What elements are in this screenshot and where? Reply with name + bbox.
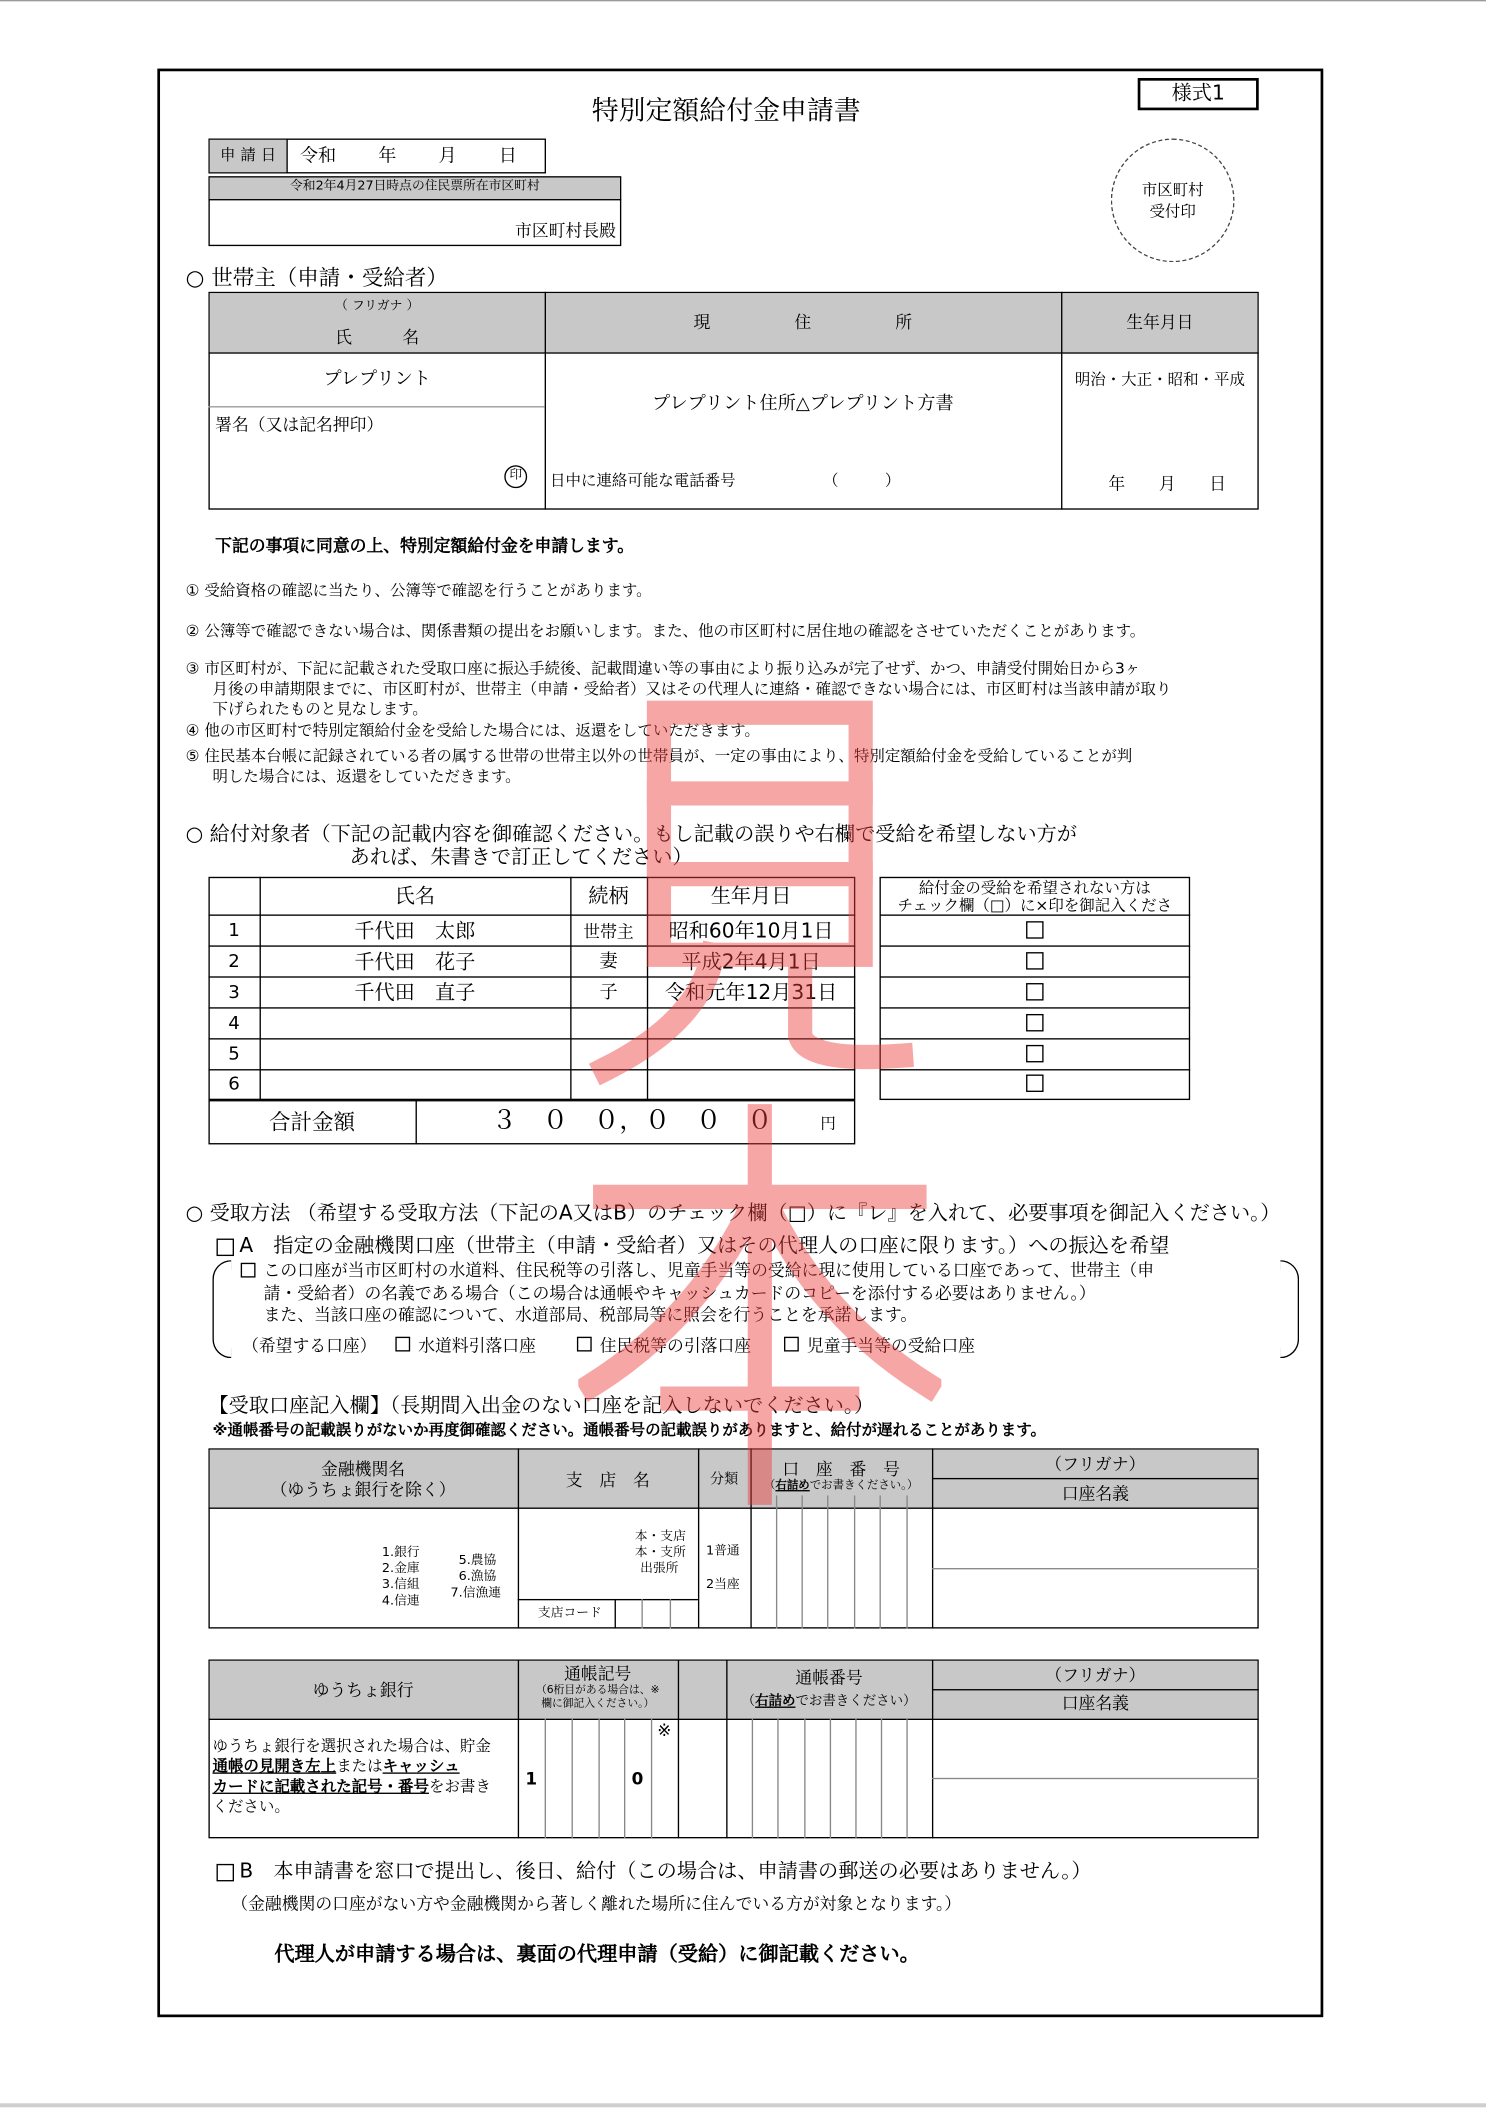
decline-checkbox-1[interactable] bbox=[1026, 921, 1043, 938]
account-heading: 【受取口座記入欄】（長期間入出金のない口座を記入しないでください。） bbox=[208, 1393, 875, 1418]
inst-type-3: 3.信組 bbox=[381, 1577, 420, 1593]
yucho-holder-header: 口座名義 bbox=[1061, 1693, 1129, 1714]
yucho-bank-name: ゆうちょ銀行 bbox=[312, 1679, 414, 1700]
option-b-checkbox[interactable] bbox=[217, 1864, 234, 1881]
option-a-label: A 指定の金融機関口座（世帯主（申請・受給者）又はその代理人の口座に限ります。）への振込を希望 bbox=[239, 1233, 1170, 1258]
branch-type-1: 本・支店 bbox=[634, 1529, 686, 1544]
recipient-name: 千代田 太郎 bbox=[354, 918, 476, 943]
a-note-3: また、当該口座の確認について、水道部局、税部局等に照会を行うことを承諾します。 bbox=[263, 1304, 918, 1325]
existing-account-checkbox[interactable] bbox=[241, 1263, 256, 1278]
recipient-birth: 昭和60年10月1日 bbox=[668, 918, 834, 943]
account-type-1: 1普通 bbox=[706, 1543, 740, 1559]
residence-note: 令和2年4月27日時点の住民票所在市区町村 bbox=[290, 178, 540, 194]
recipients-birth-header: 生年月日 bbox=[710, 883, 792, 908]
option-b-label: B 本申請書を窓口で提出し、後日、給付（この場合は、申請書の郵送の必要はありません。） bbox=[239, 1858, 1092, 1883]
inst-type-4: 4.信連 bbox=[381, 1593, 420, 1609]
row-number: 6 bbox=[228, 1073, 240, 1095]
consent-item-5b: 明した場合には、返還をしていただきます。 bbox=[212, 766, 521, 786]
institution-header-sub: （ゆうちょ銀行を除く） bbox=[270, 1479, 456, 1500]
signature-label: 署名（又は記名押印） bbox=[215, 414, 384, 435]
yucho-guide-1: ゆうちょ銀行を選択された場合は、貯金 bbox=[212, 1736, 491, 1755]
tax-account-label: 住民税等の引落口座 bbox=[599, 1335, 752, 1356]
decline-checkbox-3[interactable] bbox=[1026, 983, 1043, 1000]
bracket-right bbox=[1280, 1260, 1299, 1358]
symbol-digit-1: 1 bbox=[525, 1768, 538, 1789]
decline-checkbox-4[interactable] bbox=[1026, 1014, 1043, 1031]
branch-code-label: 支店コード bbox=[537, 1605, 602, 1621]
birth-label: 生年月日 bbox=[1126, 311, 1194, 333]
era-options[interactable]: 明治・大正・昭和・平成 bbox=[1074, 369, 1245, 389]
form-id: 様式1 bbox=[1171, 80, 1225, 105]
recipient-birth: 平成2年4月1日 bbox=[681, 949, 821, 974]
asterisk-mark: ※ bbox=[657, 1719, 672, 1741]
application-date-value[interactable]: 令和 年 月 日 bbox=[299, 145, 517, 167]
decline-checkbox-2[interactable] bbox=[1026, 952, 1043, 969]
mayor-label: 市区町村長殿 bbox=[515, 220, 616, 241]
row-number: 3 bbox=[228, 981, 240, 1004]
recipients-title-1: ○ 給付対象者（下記の記載内容を御確認ください。もし記載の誤りや右欄で受給を希望しない方が bbox=[185, 821, 1078, 846]
row-number: 5 bbox=[228, 1043, 240, 1066]
form-title: 特別定額給付金申請書 bbox=[591, 94, 861, 127]
option-b-note: （金融機関の口座がない方や金融機関から著しく離れた場所に住んでいる方が対象となります。） bbox=[231, 1893, 962, 1914]
account-warning: ※通帳番号の記載誤りがないか再度御確認ください。通帳番号の記載誤りがありますと、給付が遅れることがあります。 bbox=[212, 1420, 1046, 1439]
type-header: 分類 bbox=[710, 1471, 739, 1488]
top-border bbox=[0, 0, 1486, 1]
householder-name[interactable]: プレプリント bbox=[323, 368, 431, 390]
recipient-birth: 令和元年12月31日 bbox=[664, 980, 838, 1005]
inst-type-6: 6.漁協 bbox=[458, 1569, 497, 1585]
householder-section-title: ○ 世帯主（申請・受給者） bbox=[185, 264, 448, 291]
reception-stamp-area bbox=[1111, 139, 1235, 263]
phone-label: 日中に連絡可能な電話番号 bbox=[550, 470, 736, 490]
water-account-checkbox[interactable] bbox=[395, 1337, 410, 1352]
yucho-furigana-header: （フリガナ） bbox=[1045, 1664, 1146, 1686]
decline-checkbox-6[interactable] bbox=[1026, 1074, 1043, 1091]
recipient-relation: 子 bbox=[599, 981, 618, 1004]
address-label: 現 住 所 bbox=[693, 311, 913, 333]
account-number-header: 口 座 番 号 bbox=[782, 1459, 901, 1480]
receipt-section-title: ○ 受取方法 （希望する受取方法（下記のA又はB）のチェック欄（□）に『レ』を入れて、必要事項を御記入ください。） bbox=[185, 1200, 1281, 1226]
inst-type-2: 2.金庫 bbox=[381, 1561, 420, 1577]
inst-type-5: 5.農協 bbox=[458, 1553, 497, 1569]
application-date-label: 申 請 日 bbox=[220, 145, 277, 165]
decline-header-1: 給付金の受給を希望されない方は bbox=[918, 878, 1151, 897]
name-label: 氏 名 bbox=[335, 326, 420, 347]
agent-note: 代理人が申請する場合は、裏面の代理申請（受給）に御記載ください。 bbox=[274, 1941, 920, 1967]
furigana-label: （ フリガナ ） bbox=[335, 298, 420, 314]
consent-item-3c: 下げられたものと見なします。 bbox=[212, 699, 428, 719]
recipient-relation: 世帯主 bbox=[583, 921, 634, 942]
consent-heading: 下記の事項に同意の上、特別定額給付金を申請します。 bbox=[215, 535, 635, 556]
yucho-guide-2: 通帳の見開き左上またはキャッシュ bbox=[212, 1756, 460, 1776]
option-a-checkbox[interactable] bbox=[217, 1239, 234, 1256]
branch-type-3: 出張所 bbox=[640, 1561, 679, 1577]
wish-label: （希望する口座） bbox=[242, 1335, 377, 1356]
consent-item-4: ④ 他の市区町村で特別定額給付金を受給した場合には、返還をしていただきます。 bbox=[185, 720, 760, 740]
consent-item-1: ① 受給資格の確認に当たり、公簿等で確認を行うことがあります。 bbox=[185, 580, 652, 600]
a-note-1: この口座が当市区町村の水道料、住民税等の引落し、児童手当等の受給に現に使用している口座であって、世帯主（申 bbox=[263, 1260, 1155, 1281]
row-number: 2 bbox=[228, 950, 240, 973]
child-allowance-label: 児童手当等の受給口座 bbox=[806, 1335, 976, 1356]
consent-item-3: ③ 市区町村が、下記に記載された受取口座に振込手続後、記載間違い等の事由により振り込みが完了せず、かつ、申請受付開始日から3ヶ bbox=[185, 658, 1141, 678]
number-sub: （右詰めでお書きください） bbox=[741, 1694, 917, 1710]
stamp-label-1: 市区町村 bbox=[1141, 180, 1204, 200]
consent-item-3b: 月後の申請期限までに、市区町村が、世帯主（申請・受給者）又はその代理人に連絡・確認できない場合には、市区町村は当該申請が取り bbox=[212, 679, 1172, 698]
row-number: 4 bbox=[228, 1012, 240, 1035]
branch-header: 支 店 名 bbox=[565, 1469, 650, 1491]
symbol-sub-2: 欄に御記入ください。） bbox=[541, 1697, 655, 1710]
symbol-sub-1: （6桁目がある場合は、※ bbox=[536, 1683, 660, 1696]
furigana-header: （フリガナ） bbox=[1045, 1453, 1146, 1474]
recipients-title-2: あれば、朱書きで訂正してください） bbox=[349, 844, 693, 869]
recipients-relation-header: 続柄 bbox=[588, 883, 629, 908]
yucho-guide-3: カードに記載された記号・番号をお書き bbox=[212, 1776, 491, 1796]
total-value: ３ ０ ０，０ ０ ０ bbox=[491, 1105, 773, 1136]
stamp-label-2: 受付印 bbox=[1149, 201, 1196, 221]
yucho-guide-4: ください。 bbox=[212, 1796, 290, 1816]
inst-type-1: 1.銀行 bbox=[381, 1545, 420, 1560]
decline-header-2: チェック欄（□）に×印を御記入くださ bbox=[897, 895, 1173, 915]
institution-header: 金融機関名 bbox=[321, 1459, 406, 1480]
recipient-name: 千代田 花子 bbox=[354, 949, 476, 974]
child-allowance-checkbox[interactable] bbox=[784, 1337, 799, 1352]
tax-account-checkbox[interactable] bbox=[577, 1337, 592, 1352]
birth-date-field[interactable]: 年 月 日 bbox=[1108, 473, 1227, 494]
branch-type-2: 本・支所 bbox=[634, 1545, 686, 1560]
decline-checkbox-5[interactable] bbox=[1026, 1045, 1043, 1062]
recipient-relation: 妻 bbox=[599, 950, 618, 973]
consent-item-5: ⑤ 住民基本台帳に記録されている者の属する世帯の世帯主以外の世帯員が、一定の事由により、特別定額給付金を受給していることが判 bbox=[185, 746, 1133, 766]
recipients-name-header: 氏名 bbox=[394, 883, 436, 908]
bracket-left bbox=[212, 1260, 231, 1358]
account-type-2: 2当座 bbox=[706, 1577, 740, 1593]
bottom-border bbox=[0, 2103, 1486, 2107]
total-label: 合計金額 bbox=[268, 1109, 356, 1136]
symbol-header: 通帳記号 bbox=[564, 1663, 632, 1684]
householder-address[interactable]: プレプリント住所△プレプリント方書 bbox=[652, 392, 954, 415]
inst-type-7: 7.信漁連 bbox=[450, 1585, 502, 1601]
consent-item-2: ② 公簿等で確認できない場合は、関係書類の提出をお願いします。また、他の市区町村に居住地の確認をさせていただくことがあります。 bbox=[185, 621, 1146, 641]
holder-header: 口座名義 bbox=[1061, 1483, 1129, 1504]
a-note-2: 請・受給者）の名義である場合（この場合は通帳やキャッシュカードのコピーを添付する必要はありません。） bbox=[263, 1282, 1096, 1304]
water-account-label: 水道料引落口座 bbox=[418, 1335, 536, 1356]
symbol-digit-5: 0 bbox=[631, 1768, 644, 1789]
number-header: 通帳番号 bbox=[795, 1667, 863, 1688]
total-unit: 円 bbox=[820, 1113, 836, 1133]
seal-label: 印 bbox=[509, 467, 523, 483]
row-number: 1 bbox=[228, 919, 240, 942]
account-number-sub: （右詰めでお書きください。） bbox=[763, 1479, 919, 1493]
recipient-name: 千代田 直子 bbox=[354, 980, 476, 1005]
phone-field[interactable]: （ ） bbox=[823, 470, 901, 490]
